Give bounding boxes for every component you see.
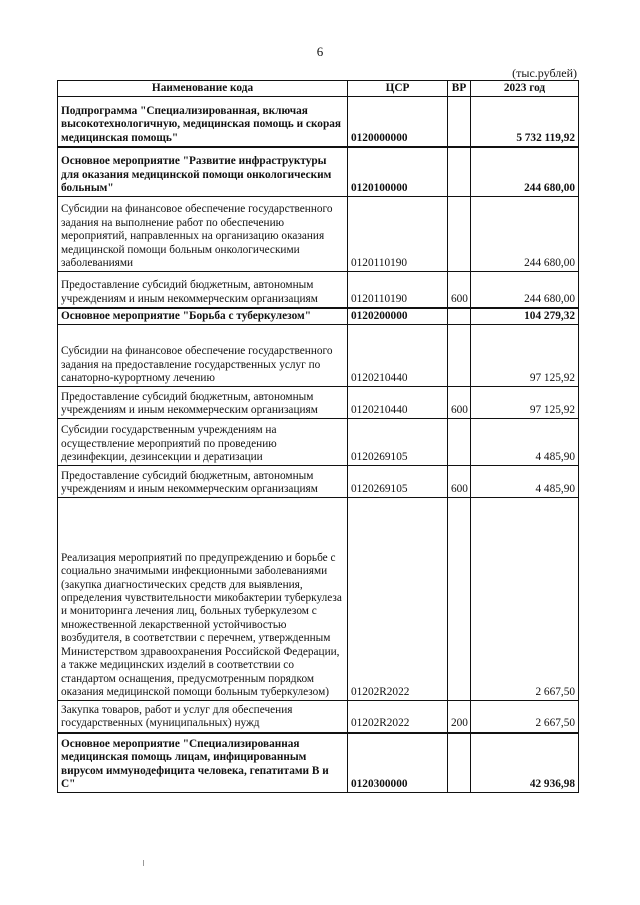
table-row: [58, 733, 579, 793]
row-vr: [448, 308, 471, 325]
table-row: [58, 97, 579, 147]
row-csr: 0120110190: [348, 272, 448, 308]
row-sum: 2 667,50: [471, 701, 579, 733]
row-name: Подпрограмма "Специализированная, включая высокотехнологичную, медицинская помощь и скорая медицинская помощь": [58, 97, 348, 147]
row-sum: 2 667,50: [471, 498, 579, 701]
table-row: [58, 387, 579, 419]
table-row: [58, 466, 579, 498]
row-sum: 42 936,98: [471, 733, 579, 793]
row-csr: 01202R2022: [348, 498, 448, 701]
row-sum: 104 279,32: [471, 308, 579, 325]
table-row: [58, 419, 579, 466]
row-csr: 0120000000: [348, 97, 448, 147]
page-number: 6: [316, 44, 324, 59]
row-vr: [448, 147, 471, 197]
row-vr: [448, 197, 471, 272]
row-name: Предоставление субсидий бюджетным, автономным учреждениям и иным некоммерческим организациям: [58, 387, 348, 419]
row-sum: 244 680,00: [471, 272, 579, 308]
scan-mark: [143, 860, 144, 866]
table-row: [58, 498, 579, 701]
row-vr: [448, 325, 471, 387]
row-csr: 0120100000: [348, 147, 448, 197]
row-sum: 4 485,90: [471, 466, 579, 498]
row-name: Предоставление субсидий бюджетным, автономным учреждениям и иным некоммерческим организациям: [58, 272, 348, 308]
budget-table: [57, 80, 579, 793]
header-vr: ВР: [448, 81, 471, 97]
row-sum: 244 680,00: [471, 197, 579, 272]
table-row: [58, 701, 579, 733]
header-year: 2023 год: [471, 81, 579, 97]
row-vr: [448, 733, 471, 793]
table-row: [58, 308, 579, 325]
row-sum: 244 680,00: [471, 147, 579, 197]
row-name: Основное мероприятие "Специализированная медицинская помощь лицам, инфицированным вирусом иммунодефицита человека, гепатитами B и C": [58, 733, 348, 793]
header-csr: ЦСР: [348, 81, 448, 97]
row-sum: 5 732 119,92: [471, 97, 579, 147]
row-name: Субсидии на финансовое обеспечение государственного задания на предоставление государственных услуг по санаторно-курортному лечению: [58, 325, 348, 387]
row-csr: 0120269105: [348, 466, 448, 498]
row-name: Закупка товаров, работ и услуг для обеспечения государственных (муниципальных) нужд: [58, 701, 348, 733]
row-name: Предоставление субсидий бюджетным, автономным учреждениям и иным некоммерческим организациям: [58, 466, 348, 498]
row-vr: 600: [448, 272, 471, 308]
row-csr: 0120300000: [348, 733, 448, 793]
row-vr: 600: [448, 466, 471, 498]
row-vr: 600: [448, 387, 471, 419]
table-row: [58, 272, 579, 308]
row-vr: 200: [448, 701, 471, 733]
row-sum: 97 125,92: [471, 387, 579, 419]
units-label: (тыс.рублей): [512, 66, 577, 80]
row-csr: 0120200000: [348, 308, 448, 325]
row-name: Субсидии на финансовое обеспечение государственного задания на выполнение работ по обеспечению мероприятий, направленных на организацию оказания медицинской помощи больным онкологическими заболеваниями: [58, 197, 348, 272]
row-csr: 0120110190: [348, 197, 448, 272]
row-csr: 0120210440: [348, 387, 448, 419]
row-name: Реализация мероприятий по предупреждению и борьбе с социально значимыми инфекционными заболеваниями (закупка диагностических средств для выявления, определения чувствительности микобактерии туберкулеза и мониторинга лечения лиц, больных туберкулезом с множественной лекарственной устойчивостью возбудителя, в соответствии с перечнем, утвержденным Министерством здравоохранения Российской Федерации, а также медицинских изделий в соответствии со стандартом оснащения, предусмотренным порядком оказания медицинской помощи больным туберкулезом): [58, 498, 348, 701]
row-sum: 97 125,92: [471, 325, 579, 387]
row-csr: 0120269105: [348, 419, 448, 466]
table-row: [58, 325, 579, 387]
table-row: [58, 147, 579, 197]
row-vr: [448, 498, 471, 701]
table-row: [58, 197, 579, 272]
row-name: Субсидии государственным учреждениям на осуществление мероприятий по проведению дезинфекции, дезинсекции и дератизации: [58, 419, 348, 466]
row-name: Основное мероприятие "Развитие инфраструктуры для оказания медицинской помощи онкологическим больным": [58, 147, 348, 197]
header-name: Наименование кода: [58, 81, 348, 97]
row-sum: 4 485,90: [471, 419, 579, 466]
row-vr: [448, 97, 471, 147]
row-vr: [448, 419, 471, 466]
table-header-row: [58, 81, 579, 97]
row-csr: 01202R2022: [348, 701, 448, 733]
row-name: Основное мероприятие "Борьба с туберкулезом": [58, 308, 348, 325]
row-csr: 0120210440: [348, 325, 448, 387]
